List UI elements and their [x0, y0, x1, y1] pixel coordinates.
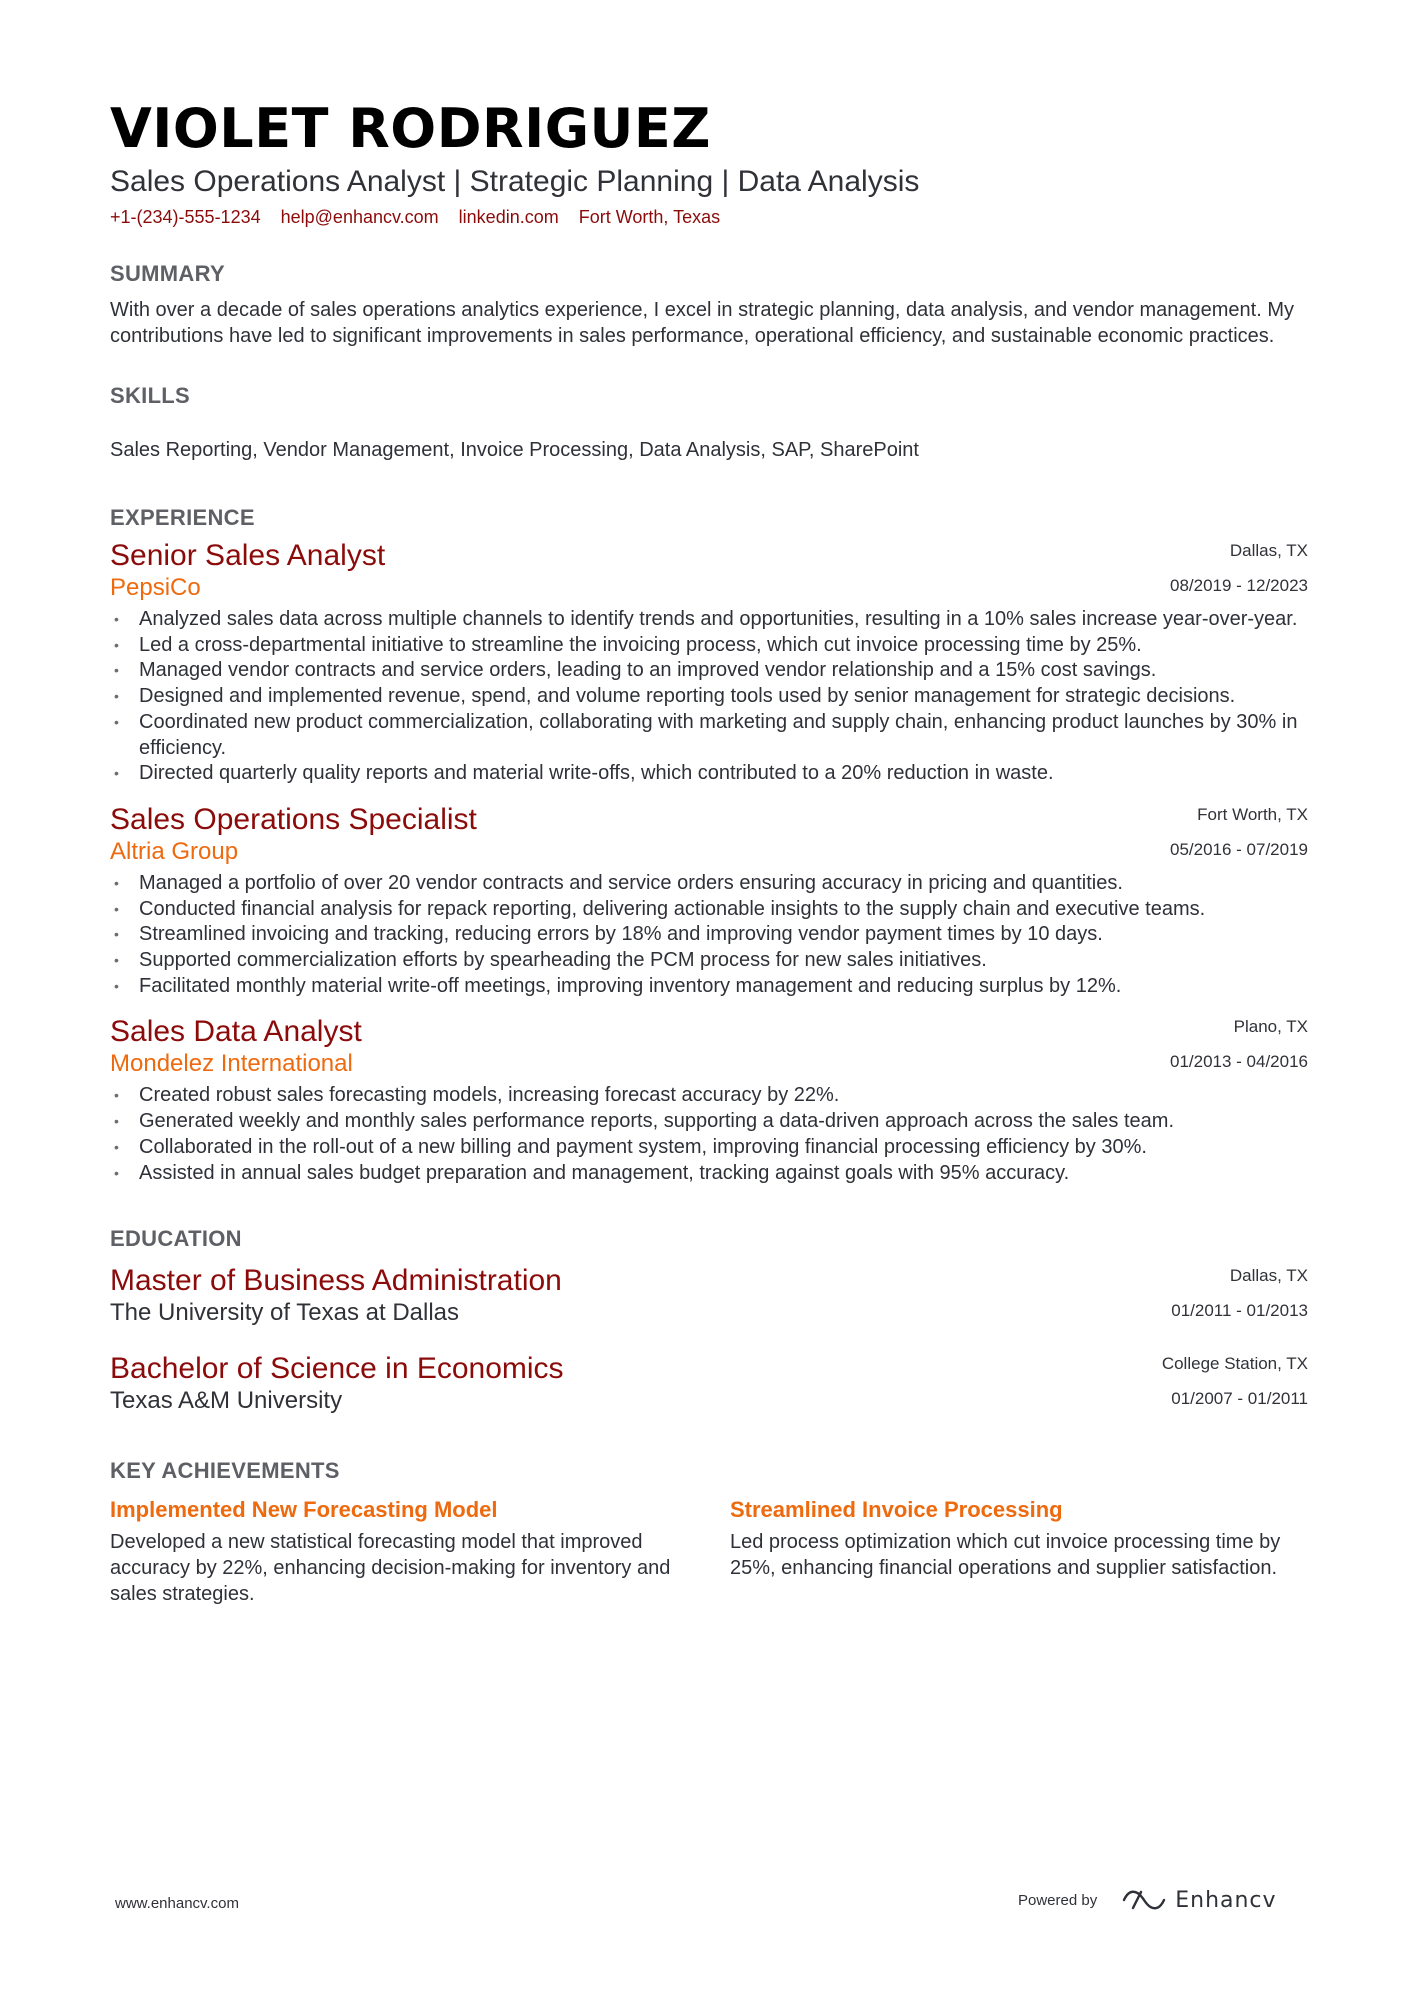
- list-item: • Streamlined invoicing and tracking, reducing errors by 18% and improving vendor payment times by 10 days.: [110, 922, 1308, 948]
- contact-info: [110, 205, 1308, 229]
- achievement-item: [730, 1496, 1308, 1607]
- candidate-name: VIOLET RODRIGUEZ: [110, 97, 711, 160]
- job-company: PepsiCo: [110, 574, 201, 601]
- school-name: The University of Texas at Dallas: [110, 1299, 460, 1327]
- achievement-title: Implemented New Forecasting Model: [110, 1497, 498, 1523]
- job-title: Sales Operations Specialist: [110, 802, 477, 836]
- headline: Sales Operations Analyst | Strategic Planning | Data Analysis: [110, 165, 920, 198]
- section-title-skills: SKILLS: [110, 383, 191, 408]
- education-location: College Station, TX: [1161, 1354, 1308, 1374]
- education-section: [110, 1226, 1308, 1416]
- job-dates: 05/2016 - 07/2019: [1169, 839, 1308, 859]
- list-item: • Facilitated monthly material write-off meetings, improving inventory management and reducing surplus by 12%.: [110, 974, 1308, 1000]
- section-title-education: EDUCATION: [110, 1226, 242, 1252]
- job-dates: 08/2019 - 12/2023: [1169, 576, 1308, 595]
- powered-by-text: Powered by: [1018, 1891, 1098, 1909]
- experience-section: [110, 505, 1308, 1186]
- achievements-section: [110, 1458, 1308, 1607]
- job-entry: [110, 539, 1308, 787]
- job-entry: [110, 1015, 1308, 1186]
- list-item: • Designed and implemented revenue, spend, and volume reporting tools used by senior management for strategic decisions.: [110, 684, 1308, 710]
- section-title-experience: EXPERIENCE: [110, 505, 255, 530]
- summary-section: [110, 261, 1308, 349]
- header: [110, 95, 1308, 229]
- achievement-text: Developed a new statistical forecasting model that improved accuracy by 22%, enhancing decision-making for inventory and sales strategies.: [110, 1531, 671, 1606]
- list-item: • Analyzed sales data across multiple channels to identify trends and opportunities, resulting in a 10% sales increase year-over-year.: [110, 607, 1308, 633]
- job-company: Mondelez International: [110, 1050, 353, 1078]
- education-entry: [110, 1352, 1308, 1416]
- job-dates: 01/2013 - 04/2016: [1169, 1052, 1308, 1072]
- education-dates: 01/2007 - 01/2011: [1171, 1389, 1308, 1409]
- list-item: • Assisted in annual sales budget preparation and management, tracking against goals with 95% accuracy.: [110, 1161, 1308, 1187]
- job-bullets: [110, 871, 1308, 1000]
- list-item: • Generated weekly and monthly sales performance reports, supporting a data-driven approach across the sales team.: [110, 1109, 1308, 1135]
- job-title: Sales Data Analyst: [110, 1015, 362, 1049]
- list-item: • Directed quarterly quality reports and material write-offs, which contributed to a 20% reduction in waste.: [110, 761, 1308, 787]
- list-item: • Coordinated new product commercialization, collaborating with marketing and supply chain, enhancing product launches by 30% in efficiency.: [110, 710, 1308, 761]
- education-location: Dallas, TX: [1229, 1266, 1308, 1286]
- job-location: Plano, TX: [1233, 1017, 1308, 1037]
- list-item: • Conducted financial analysis for repack reporting, delivering actionable insights to the supply chain and executive teams.: [110, 897, 1308, 923]
- job-location: Dallas, TX: [1229, 541, 1308, 560]
- list-item: • Supported commercialization efforts by spearheading the PCM process for new sales initiatives.: [110, 948, 1308, 974]
- education-entry: [110, 1264, 1308, 1328]
- location-text: Fort Worth, Texas: [578, 207, 721, 227]
- email-link[interactable]: help@enhancv.com: [280, 207, 439, 227]
- list-item: • Collaborated in the roll-out of a new billing and payment system, improving financial processing efficiency by 30%.: [110, 1135, 1308, 1161]
- degree-title: Master of Business Administration: [110, 1264, 562, 1298]
- job-bullets: [110, 607, 1308, 787]
- job-company: Altria Group: [110, 837, 239, 865]
- footer-website-link[interactable]: www.enhancv.com: [115, 1895, 239, 1912]
- phone-link[interactable]: +1-(234)-555-1234: [110, 207, 261, 227]
- list-item: • Created robust sales forecasting models, increasing forecast accuracy by 22%.: [110, 1083, 1308, 1109]
- resume-page: [110, 95, 1308, 1607]
- achievement-text: Led process optimization which cut invoice processing time by 25%, enhancing financial operations and supplier satisfaction.: [730, 1531, 1281, 1580]
- school-name: Texas A&M University: [110, 1387, 343, 1415]
- section-title-achievements: KEY ACHIEVEMENTS: [110, 1458, 340, 1484]
- brand-name: Enhancv: [1175, 1887, 1277, 1913]
- job-bullets: [110, 1083, 1308, 1186]
- footer-branding: [1018, 1880, 1277, 1920]
- skills-section: [110, 383, 1308, 463]
- job-entry: [110, 803, 1308, 1000]
- job-location: Fort Worth, TX: [1197, 804, 1308, 824]
- list-item: • Led a cross-departmental initiative to streamline the invoicing process, which cut invoice processing time by 25%.: [110, 633, 1308, 659]
- skills-text: Sales Reporting, Vendor Management, Invoice Processing, Data Analysis, SAP, SharePoint: [110, 439, 919, 461]
- education-dates: 01/2011 - 01/2013: [1171, 1301, 1308, 1321]
- section-title-summary: SUMMARY: [110, 261, 225, 286]
- list-item: • Managed vendor contracts and service orders, leading to an improved vendor relationship and a 15% cost savings.: [110, 658, 1308, 684]
- achievement-title: Streamlined Invoice Processing: [730, 1497, 1063, 1523]
- list-item: • Managed a portfolio of over 20 vendor contracts and service orders ensuring accuracy in pricing and quantities.: [110, 871, 1308, 897]
- achievement-item: [110, 1496, 730, 1607]
- achievements-grid: [110, 1496, 1308, 1607]
- job-title: Senior Sales Analyst: [110, 539, 386, 572]
- degree-title: Bachelor of Science in Economics: [110, 1352, 564, 1386]
- enhancv-logo-icon: [1121, 1887, 1167, 1913]
- summary-text: With over a decade of sales operations analytics experience, I excel in strategic planning, data analysis, and vendor management. My contributions have led to significant improvements in sales performance, operational efficiency, and sustainable economic practices.: [110, 299, 1294, 347]
- linkedin-link[interactable]: linkedin.com: [458, 207, 559, 227]
